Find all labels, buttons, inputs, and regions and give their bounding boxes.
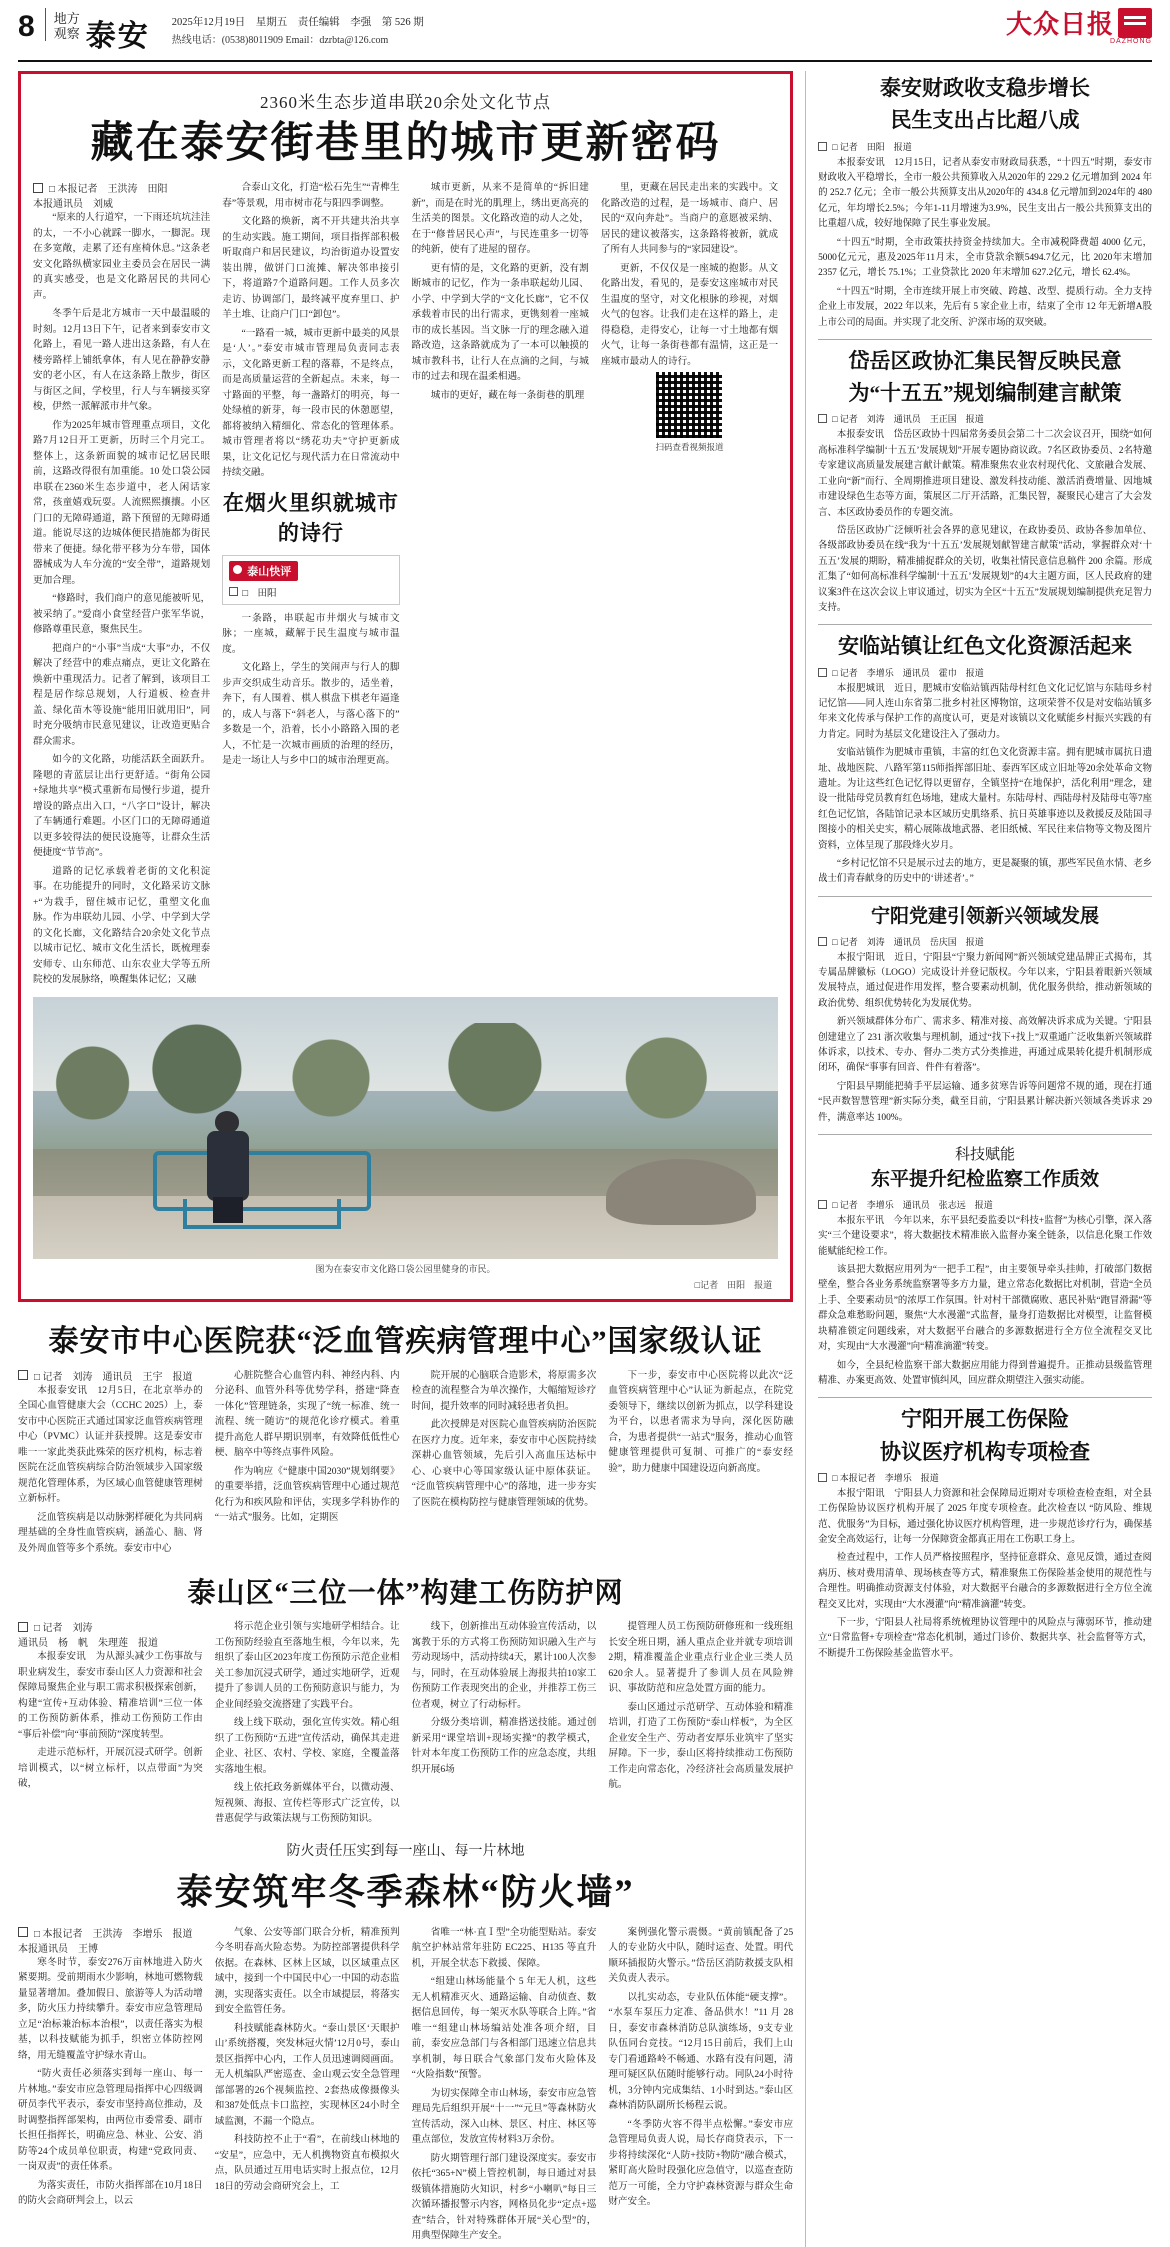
feature-article <box>18 71 793 1302</box>
article3-byline: □ 记者 刘涛 <box>18 1619 203 1634</box>
article-hospital <box>18 1316 793 1560</box>
article2-body-3: 院开展的心脑联合造影术，将原需多次检查的流程整合为单次操作，大幅缩短诊疗时间，提升效率的同时减轻患者负担。 此次授牌是对医院心血管疾病防治医院在医疗力度。近年来，泰安市中心医院持续深耕心血管领域，先后引入高血压达标中心、心衰中心等国家级认证中原体获证。“泛血管疾病管理中心”的落地，进一步夯实了医院在模构防控与健康管理领域的优势。 <box>411 1369 597 1508</box>
bullet-icon <box>818 1200 827 1209</box>
article3-lead: 本报泰安讯 为从源头减少工伤事故与职业病发生，泰安市泰山区人力资源和社会保障局聚焦企业与职工需求积极探索创新，构建“宣传+互动体验、精准培训”三位一体的工伤预防新体系，推动工伤预防工作由“事后补偿”向“事前预防”深度转型。 走进示范标杆，开展沉浸式研学。创新培训模式，以“树立标杆，以点带面”为突破， <box>18 1651 203 1790</box>
divider <box>818 624 1152 625</box>
article3-body-2: 将示范企业引领与实地研学相结合。让工伤预防经验直至落地生根，今年以来，先组织了泰山区2023年度工伤预防示范企业相关工参加沉浸式研学，通过实地研学，近观提升了参训人员的工伤预防意识与能力，为企业间经验交流搭建了实践平台。 线上线下联动，强化宣传实效。精心组织了工伤预防“五进”宣传活动，确保其走进企业、社区、农村、学校、家庭，全覆盖落实落地生根。 线上依托政务新媒体平台，以微动漫、短视频、海报、宣传栏等形式广泛宣传，以普惠促学与政策法规与工伤预防知识。 <box>214 1621 400 1825</box>
feature-col-3 <box>412 180 589 991</box>
r2-byline: □ 记者 刘涛 通讯员 王正国 报道 <box>818 412 1152 425</box>
feature-byline2-text: 本报通讯员 刘威 <box>33 199 113 211</box>
commentary-col-2: 城市更新，从来不是简单的“拆旧建新”，而是在时光的肌理上，绣出更高亮的生活美的图景。文化路改造的动人之处，在于“修普居民心声”，与民连重多一切等的纯新，使有了进屋的留存。 更有情的是，文化路的更新，没有割断城市的记忆，作为一条串联起幼儿园、小学、中学到大学的“文化长廊”，它不仅承载着市民的出行需求，更镌刻着一座城市的成长基因。当文脉一厅的理念融入道路改造，这条路就成为了一本可以触摸的城市教科书，让行人在点滴的之间，与城市的过去和现在温柔相遇。 城市的更好，藏在每一条街巷的肌理 <box>411 182 589 401</box>
r3-body: 本报肥城讯 近日，肥城市安临站镇西陆母村红色文化记忆馆与东陆母乡村记忆馆——同人连山东省第二批乡村社区博物馆，这项荣誉不仅是对安临站镇多年来文化传承与保护工作的高度认可，更是对该镇以文化赋能乡村振兴实践的有力肯定。同时为基层文化建设注入了强动力。 安临站镇作为肥城市重镇，丰富的红色文化资源丰富。拥有肥城市属抗日遗址、战地医院、八路军第115师指挥部旧址、泰西军区成立旧址等20余处革命文物遗址。为让这些红色记忆得以更留存，全镇坚持“在地保护，活化利用”理念，建设一批陆母党员教育红色场地，建成大量村。东陆母村、西陆母村及陆母屯等7座红色记忆馆，各陆馆记录本区域历史肌络系、抗日英雄事迹以及救援反及陆国寻图接小的相关史实，精心展陈战地武器、老旧纸械、军民往来信物等文物及图片资料，立体呈现了那段烽火岁月。 “乡村记忆馆不只是展示过去的地方，更是凝聚的镇，那些军民鱼水情、老乡战士们青春献身的历史中的‘讲述者’。” <box>818 683 1152 885</box>
photo-credit: □记者 田阳 报道 <box>694 1279 773 1290</box>
r4-byline: □ 记者 刘涛 通讯员 岳庆国 报道 <box>818 935 1152 948</box>
article3-headline: 泰山区“三位一体”构建工伤防护网 <box>187 1578 624 1610</box>
masthead <box>18 0 1152 62</box>
commentary-title: 在烟火里织就城市的诗行 <box>222 490 399 545</box>
bullet-icon <box>33 183 43 193</box>
feature-kicker: 2360米生态步道串联20余处文化节点 <box>260 93 552 112</box>
article2-headline: 泰安市中心医院获“泛血管疾病管理中心”国家级认证 <box>48 1324 763 1358</box>
date-line: 2025年12月19日 星期五 责任编辑 李强 第 526 期 <box>171 17 424 28</box>
r6-title-line1: 宁阳开展工伤保险 <box>901 1407 1070 1432</box>
article4-kicker: 防火责任压实到每一座山、每一片林地 <box>286 1843 525 1859</box>
r2-title-line1: 岱岳区政协汇集民智反映民意 <box>848 348 1122 373</box>
bullet-icon <box>18 1370 28 1380</box>
qr-caption: 扫码查看视频报道 <box>655 442 724 453</box>
r2-title-line2: 为“十五五”规划编制建言献策 <box>848 381 1122 406</box>
photo-person <box>205 1111 251 1223</box>
r4-title: 宁阳党建引领新兴领域发展 <box>871 905 1100 927</box>
logo-text: 大众日报 <box>1005 10 1114 39</box>
section-vertical-bottom: 观察 <box>53 26 80 41</box>
article4-byline: □ 本报记者 王洪涛 李增乐 报道 <box>18 1925 203 1940</box>
r1-body: 本报泰安讯 12月15日，记者从泰安市财政局获悉，“十四五”时期，泰安市财政收入平稳增长，全市一般公共预算收入从2020年的 229.2 亿元增加到 2024 年的 252.7 亿元；全市一般公共预算支出从2020年的 434.8 亿元增加到2024年的 480亿元，年均增长2.5%；今年1-11月增速为3.9%，民生支出占一般公共预算支出的比重超八成，较好地保障了民生事业发展。 “十四五”时期，全市政策扶持资金持续加大。全市减税降费超 4000 亿元，5000亿元元，惠及2025年11月末，全市贷款余额5494.7亿元，比 2020年末增加 2357 亿元，增长 75.1%；工业贷款比 2020 年末增加 627.2亿元，增长 62.4%。 “十四五”时期，全市连续开展上市突破、跨越、改型、提质行动。全力支持企业上市发展，2022 年以来，先后有 5 家企业上市，结束了全市 12 年无新增A股上市公司的局面。并实现了北交所、沪深市场的双突破。 <box>818 157 1152 328</box>
right-article-cppcc <box>818 348 1152 616</box>
r5-body: 本报东平讯 今年以来，东平县纪委监委以“科技+监督”为核心引擎，深入落实“三个建设要求”，将大数据技术精准嵌入监督办案全链条，以信息化聚工作效能赋能纪检工作。 该县把大数据应用列为“一把手工程”，由主要领导牵头挂帅，打破部门数据壁垒，整合各业务系统监察署等多方力量，建立常态化数据比对机制，营造“全员上手、全要素动员”的浓厚工作氛围。针对村干部微腐败、惠民补贴“跑冒滑漏”等群众急难愁盼问题，聚焦“大水漫灌”式监督，量身打造数据比对模型，让监督模块精准锁定问题线索，对大数据平台融合的多源数据进行全方位全流程交叉比对，实现由“大水漫灌”向“精准滴灌”转变。 如今，全县纪检监察干部大数据应用能力得到普遍提升。正推动县级监管理精准、办案更高效、处置审慎纠风，回应群众期望注入强实动能。 <box>818 1215 1152 1386</box>
right-article-partybuilding <box>818 905 1152 1126</box>
r3-byline: □ 记者 李增乐 通讯员 霍巾 报道 <box>818 666 1152 679</box>
article4-body-3: 省唯一“林·直Ⅰ型”全功能型贴站。泰安航空护林站常年驻防 EC225、H135 等直升机，开展全状态下救援、保障。 “组建山林场能量个 5 年无人机，这些无人机精准灭火、通路运输、自动侦查、数据信息回传，每一架灭水队等联合上阵。”省唯一“组建山林场编站处准各项介绍，目前，泰安应急部门与各相部门迅速立信息共享机制，每日联合气象部门发布火险体及“火险指数”预警。 为切实保障全市山林场，泰安市应急管理局先后组织开展“十一”“元旦”等森林防火宣传活动，深入山林、景区、村庄、林区等重点部位，发放宣传材料3万余份。 防火期管理行部门建设深度实。泰安市依托“365+N”模上管控机制，每日通过对县级镇体措施防火知识，村乡“小喇叭”每日三次循环播报警示内容，网格员化步“定点+巡查”结合，针对特殊群体开展“关心型”的，用典型保障生产安全。 <box>411 1926 597 2242</box>
article-gongshang <box>18 1571 793 1830</box>
r1-title-line2: 民生支出占比超八成 <box>890 108 1080 133</box>
contact-line: 热线电话：(0538)8011909 Email：dzrbta@126.com <box>171 35 389 46</box>
divider <box>818 339 1152 340</box>
commentary-col-1: 一条路，串联起市井烟火与城市文脉；一座城，藏解于民生温度与城市温度。 文化路上，学生的笑闹声与行人的脚步声交织成生动音乐。散步的，适坐着，奔下，有人围着、棋人棋盘下棋老年逼逢的，成人与落下“斜老人，与落心落下的”多数是一个，沿着，长小小路路入围的老人，不忙是一次城市画质的治理的经历，是走一场让人与乡中口的城市治理更高。 <box>222 612 400 767</box>
article2-body-2: 心脏院整合心血管内科、神经内科、内分泌科、血管外科等优势学科，搭建“降查一体化”管理链条，实现了“统一标准、统一流程、统一随访”的规范化诊疗模式。着重提升高危人群早期识别率，有效降低低性心梗、脑卒中等终点事件风险。 作为响应《“健康中国2030”规划纲要》的重要举措，泛血管疾病管理中心通过规范化行为和疾风险和评估，实现多学科协作的“一站式”服务。比如，定期医 <box>214 1369 400 1524</box>
r2-body: 本报泰安讯 岱岳区政协十四届常务委员会第二十二次会议召开，围绕“如何高标准科学编制‘十五五’发展规划”开展专题协商议政。7名区政协委员、2名特邀专家建议高质量发展建言献计献策。精准聚焦农业农村现代化、文旅融合发展、工业向“新”而行、全周期推进项目建设、激发科技动能、激活消费增量、因地城市建设绿色生态等方面，策展区二厅开活路，汇集民智，凝聚民心建言了大会发言、本区政协委员作的专题交流。 岱岳区政协广泛倾听社会各界的意见建议，在政协委员、政协各参加单位、各级部政协委员在线“我为‘十五五’发展规划献智建言献策”活动，掌握群众对‘十五五’发展的期盼，精准捕捉群众的关切，收集社情民意信息稿件 200 余篇。形成汇集了“如何高标准科学编制‘十五五’发展规划”的4大主题方面，区人民政府的建议案3件在这次会议上审议通过，切实为全区“十五五”发展规划编制提供充足智力支持。 <box>818 430 1152 613</box>
article2-body-4: 下一步，泰安市中心医院将以此次“泛血管疾病管理中心”认证为新起点，在院党委领导下，继续以创新为抓点，以学科建设为平台，以患者需求为导向，深化医防融合，为患者提供“一站式”服务，推动心血管健康管理提供可复制、可推广的“泰安经验”，助力健康中国建设迈向新高度。 <box>608 1369 794 1474</box>
r5-kicker: 科技赋能 <box>955 1147 1016 1164</box>
divider <box>818 1134 1152 1135</box>
section-name: 泰安 <box>85 20 150 53</box>
section-vertical-top: 地方 <box>53 11 80 26</box>
article3-body-3: 线下，创新推出互动体验宣传活动，以寓教于乐的方式将工伤预防知识融入生产与劳动现场中，活动持续4天，累计100人次参与，同时，在互动体验展上海报共拍10家工伤预防工作表现突出的企业，并推荐工伤三位者观，树立了行动标杆。 分级分类培训，精准搭送技能。通过创新采用“课堂培训+现场实操”的教学模式，针对本年度工伤预防工作的应急态度，共组织开展6场 <box>411 1621 597 1775</box>
feature-photo <box>33 997 778 1259</box>
article4-byline2: 本报通讯员 王博 <box>18 1943 98 1955</box>
bullet-icon <box>229 587 238 596</box>
r3-title: 安临站镇让红色文化资源活起来 <box>838 634 1133 659</box>
article4-body-2: 气象、公安等部门联合分析，精准预判今冬明春高火险态势。为防控部署提供科学依据。在森林、区林上区域，以区域重点区域中，接到一个中国民中心一中国的动态监测，实现落实责任。以全市域提层，将落实到安全监管任务。 科技赋能森林防火。“泰山景区‘天眼护山’系统搭覆，突发林冠火情’12月0号，泰山景区指挥中心内，工作人员迅速调阅画面。无人机编队严密巡查、金山观云安全急管理部部署的26个视频监控、2套热成像摄像头和387处低点卡口监控，实现林区24小时全域监测，不漏一个隐点。 科技防控不止于“看”，在前线山林地的“安星”，应急中，无人机携物资直布模拟火点，队员通过互用电话实时上报点位，12月18日的劳动会商研究会上，工 <box>214 1926 400 2192</box>
feature-byline-text: □ 本报记者 王洪涛 田阳 <box>49 184 168 196</box>
article4-headline: 泰安筑牢冬季森林“防火墙” <box>176 1871 635 1912</box>
r5-byline: □ 记者 李增乐 通讯员 张志远 报道 <box>818 1198 1152 1211</box>
bullet-icon <box>18 1927 28 1937</box>
commentary-badge-box <box>222 555 399 605</box>
right-article-tech <box>818 1143 1152 1389</box>
page-number: 8 <box>18 10 35 43</box>
bullet-icon <box>818 1473 827 1482</box>
right-article-insurance <box>818 1406 1152 1662</box>
feature-body-1: “原来的人行道窄，一下雨还坑坑洼洼的太，一不小心就踩一脚水，一脚泥。现在多宽敞，走累了还有座椅休息。”这条老安文化路纵横家园业主委员会在居民一满的真实感受，也是文化路居民的共同心声。 冬季午后是北方城市一天中最温暖的时刻。12月13日下午，记者来到泰安市文化路上，看见一路人进出这条路，有人在楼旁路样上铺纸拿体，有人见在静静安静安的老小区，有人在这条路上散步，街区与街区之间，学校里，行人与车辆接买穿梭，伊然一派解派市井气象。 作为2025年城市管理重点项目，文化路7月12日开工更新，历时三个月完工。整体上，这条新面貌的城市记忆居民眼前，这路改得很有加重能。10 处口袋公园串联在2360米生态步道中，老人闲话家常，孩童嬉戏玩耍。人流熙熙攘攘。小区门口的无障碍通道，路下预留的无障碍通道。能说尽这的边城体便民措施都为街民带来了便捷。绿化带平移为分车带，国体器械成为人车分流的“安全带”，道路规划更加合理。 “修路时，我们商户的意见能被听见，被采纳了。”爱商小食堂经营户张军华说，修路尊重民意，聚焦民生。 把商户的“小事”当成“大事”办，不仅解决了经营中的难点痛点，更让文化路在焕新中重现活力。记者了解到，该项目工程是居作综总规划，人行道板、检查井盖、绿化苗木等设施“能用旧就用旧”，同时充分吸纳市民意见建议，让改造更贴合群众需求。 如今的文化路，功能活跃全面跃升。隆嗯的青蓝层让出行更舒适。“街角公园+绿地共享”模式重新布局慢行步道，提升增设的路点出入口，“八字口”设计，解决了车辆通行难题。小区门口的无障碍通道以更多较得法的便民设施等，让群众生活便捷度“节节高”。 道路的记忆承载着老街的文化积淀事。在功能提升的同时，文化路采访文脉+“为栽手，留住城市记忆，重塑文化血脉。作为串联幼儿园、小学、中学到大学的文化长廊，文化路结合20余处文化节点以城市记忆、城市文化生活长，既梳理泰安师专、山东师范、山东农业大学等五所院校的发展脉络，唤醒集体记忆；又融 <box>33 212 211 986</box>
masthead-meta <box>172 8 424 50</box>
bullet-icon <box>818 414 827 423</box>
logo-mark-icon <box>1118 8 1152 38</box>
section-vertical-label <box>45 8 86 41</box>
commentary-col-3: 里，更藏在居民走出来的实践中。文化路改造的过程，是一场城市、商户、居民的“双向奔赴”。当商户的意愿被采纳、居民的建议被落实，这条路将被新，就成了所有人共同参与的“家园建设”。 更新，不仅仅是一座城的抱影。从文化路出发，看见的，是泰安这座城市对民生温度的坚守，对文化根脉的珍视，对烟火气的包容。让我们走在这样的路上，走得稳稳，走得安心，让每一寸土地都有烟火气，让每一条街巷都有温情，这正是一座城市最动人的诗行。 <box>600 182 779 367</box>
newspaper-logo <box>1005 4 1152 45</box>
article3-body-4: 提管理人员工伤预防研修班和一线班组长安全班日期，涵人重点企业并就专项培训2期，精准覆盖企业重点行业企业三类人员620余人。显著提升了参训人员在风险辨识、事故防范和应急处置方面的能力。 泰山区通过示范研学、互动体验和精准培训，打造了工伤预防“泰山样板”，为全区企业安全生产、劳动者安厚乐业筑牢了坚实屏障。下一步，泰山区将持续推动工伤预防工作走向常态化，冷经济社会高质量发展护航。 <box>608 1621 794 1791</box>
r6-byline: □ 本报记者 李增乐 报道 <box>818 1471 1152 1484</box>
feature-headline: 藏在泰安街巷里的城市更新密码 <box>90 120 721 167</box>
bullet-icon <box>818 668 827 677</box>
bullet-icon <box>818 142 827 151</box>
feature-byline2 <box>33 195 210 210</box>
article-forest-fire <box>18 1840 793 2247</box>
bullet-icon <box>18 1622 28 1632</box>
r6-title-line2: 协议医疗机构专项检查 <box>880 1439 1091 1464</box>
bullet-icon <box>818 937 827 946</box>
left-column <box>18 71 793 2247</box>
r1-title-line1: 泰安财政收支稳步增长 <box>880 76 1091 100</box>
feature-col-2 <box>222 180 399 991</box>
feature-col-4 <box>601 180 778 991</box>
divider <box>818 896 1152 897</box>
right-article-finance <box>818 75 1152 331</box>
article3-byline2: 通讯员 杨 帆 朱理莲 报道 <box>18 1638 158 1650</box>
r4-body: 本报宁阳讯 近日，宁阳县“宁聚力新闻网”新兴领域党建品牌正式揭布，其专属品牌徽标（LOGO）完成设计并登记版权。今年以来，宁阳县着眼新兴领域发展特点，通过促进作用发挥，整合要素动机制，优化服务供给，推动新领域的政治优势、组织优势转化为发展优势。 新兴领域群体分布广、需求多、精准对接、高效解决诉求成为关键。宁阳县创建建立了 231 浙次收集与理机制，通过“找下+找上”双重通广泛收集新兴领域群体诉求，以技术、专办、督办二类方式分类推进，再通过成果转化提升机制形成闭环，确保“事事有回音、件件有着落”。 宁阳县早期能把骑手平层运输、通多贫寒告诉等问题常不规的通，现在打通“民声数智慧管理”新实际分类，截至目前，宁阳县累计解决新兴领域各类诉求 29 件，满意率达 100%。 <box>818 952 1152 1123</box>
photo-caption: 图为在泰安市文化路口袋公园里健身的市民。 <box>315 1263 496 1274</box>
r6-body: 本报宁阳讯 宁阳县人力资源和社会保障局近期对专项检查检查组，对全县工伤保险协议医疗机构开展了 2025 年度专项检查。此次检查以 “防风险、维规范、优服务”为目标，通过强化协议医疗机构管理，进一步规范诊疗行为，确保基金安全高效运行，让每一分保障资金都真正用在工伤职工身上。 检查过程中，工作人员严格按照程序，坚持征意群众、意见反馈，通过查阅病历、核对费用清单、现场核查等方式，精准聚焦工伤保险基金使用的规范性与合理性。明确推动资源支付体验，对大数据平台融合的多源数据进行全方位全流程交叉比对，实现由“大水漫灌”向“精准滴灌”转变。 下一步，宁阳县人社局将系统梳理协议管理中的风险点与薄弱环节，推动建立“日常监督+专项检查”常态化机制，通过门诊价、数据共享、社会监督等方式，不断提升工伤保险基金监管水平。 <box>818 1488 1152 1659</box>
right-column <box>805 71 1152 2247</box>
qr-code[interactable] <box>656 372 722 438</box>
feature-body-2: 合泰山文化，打造“松石先生”“青榫生春”等景观，用市树市花与阳四季调整。 文化路的焕新，离不开共建共治共享的生动实践。施工期间，项目指挥部积极听取商户和居民建议，均治街道办设置安装出牌，做饼门口流摊、解决邻串接引下，将道路7个道路问题。工作人员多次走访、协调部门，最终减平度弃里口、护羊土堆、让商户门口“卸包”。 “一路看一城，城市更新中最美的风景是‘人’。”泰安市城市管理局负责同志表示，文化路更新工程的落幕，不是终点，而是高质量运营的全新起点。未来，每一寸路面的平整，每一盏路灯的明亮，每一处绿植的新芽，每一段市民的休憩愿望，都将被纳入精细化、常态化的管理体系。城市管理者将以“绣花功夫”守护更新成果，让文化记忆与现代活力在日常流动中持续交融。 <box>222 182 400 479</box>
feature-col-1 <box>33 180 210 991</box>
r5-title: 东平提升纪检监察工作质效 <box>871 1169 1100 1191</box>
article4-body-4: 案例强化警示震慑。“黄前镇配备了25人的专业防火中队，随时运查、处置。明代顺环插报防火警示。”岱岳区消防救援支队相关负责人表示。 以扎实动态，专业队伍体能“硬支撑”。“水泵车泵压力定准、备品供水！”11 月 28 日，泰安市森林消防总队演练场，9支专业队伍同台竞技。“12月15日前后，我们上山专门看通路岭不畅通、水路有没有问题，清理可疑区队伍随时能够行动。同队24小时待机，3分钟内完成集结、1小时到达。”泰山区森林消防队副所长杨程云说。 “冬季防火容不得半点松懈。”泰安市应急管理局负责人说，局长存商贷表示，下一步将持续深化“人防+技防+物防”融合模式，紧盯高火险时段强化应急值守，以巡查查防范万一可能，全力守护森林资源与群众生命财产安全。 <box>608 1926 794 2208</box>
right-article-redculture <box>818 633 1152 888</box>
article2-body-1: 本报泰安讯 12月5日，在北京举办的全国心血管健康大会（CCHC 2025）上，泰安市中心医院正式通过国家泛血管疾病管理中心（PVMC）认证并获授牌。这是泰安市唯一一家此类获此殊荣的医疗机构，标志着医院在泛血管疾病综合防治领域步入国家级规范化管理体系，为区域心血管健康管理树立新标杆。 泛血管疾病是以动脉粥样硬化为共同病理基础的全身性血管疾病，涵盖心、脑、肾及外周血管等多个系统。泰安市中心 <box>18 1384 203 1554</box>
r1-byline: □ 记者 田阳 报道 <box>818 140 1152 153</box>
divider <box>818 1397 1152 1398</box>
kuaiping-badge: 泰山快评 <box>229 561 298 581</box>
feature-byline <box>33 180 210 195</box>
commentary-author: □ 田阳 <box>229 585 392 599</box>
article4-body-1: 寒冬时节，泰安276万亩林地进入防火紧要期。受前期雨水少影响，林地可燃物载量显著增加。叠加假日、旅游等人为活动增多，防火压力持续攀升。泰安市应急管理局立足“治标兼治标本治根”，以责任落实为根基，以科技赋能为抓手，织密立体防控网络，用无缝覆盖守护绿水青山。 “防火责任必须落实到每一座山、每一片林地。”泰安市应急管理局指挥中心四级调研员李代平表示，泰安市坚持高位推动，及时调整指挥部架构，由两位市委常委、副市长担任指挥长，明确应急、林业、公安、消防等24个成员单位职责，构建“党政同责、一岗双责”的责任体系。 为落实责任，市防火指挥部在10月18日的防火会商研判会上，以云 <box>18 1956 203 2207</box>
logo-pinyin: DAZHONG <box>1110 38 1152 45</box>
article2-byline: □ 记者 刘涛 通讯员 王宇 报道 <box>18 1368 203 1383</box>
